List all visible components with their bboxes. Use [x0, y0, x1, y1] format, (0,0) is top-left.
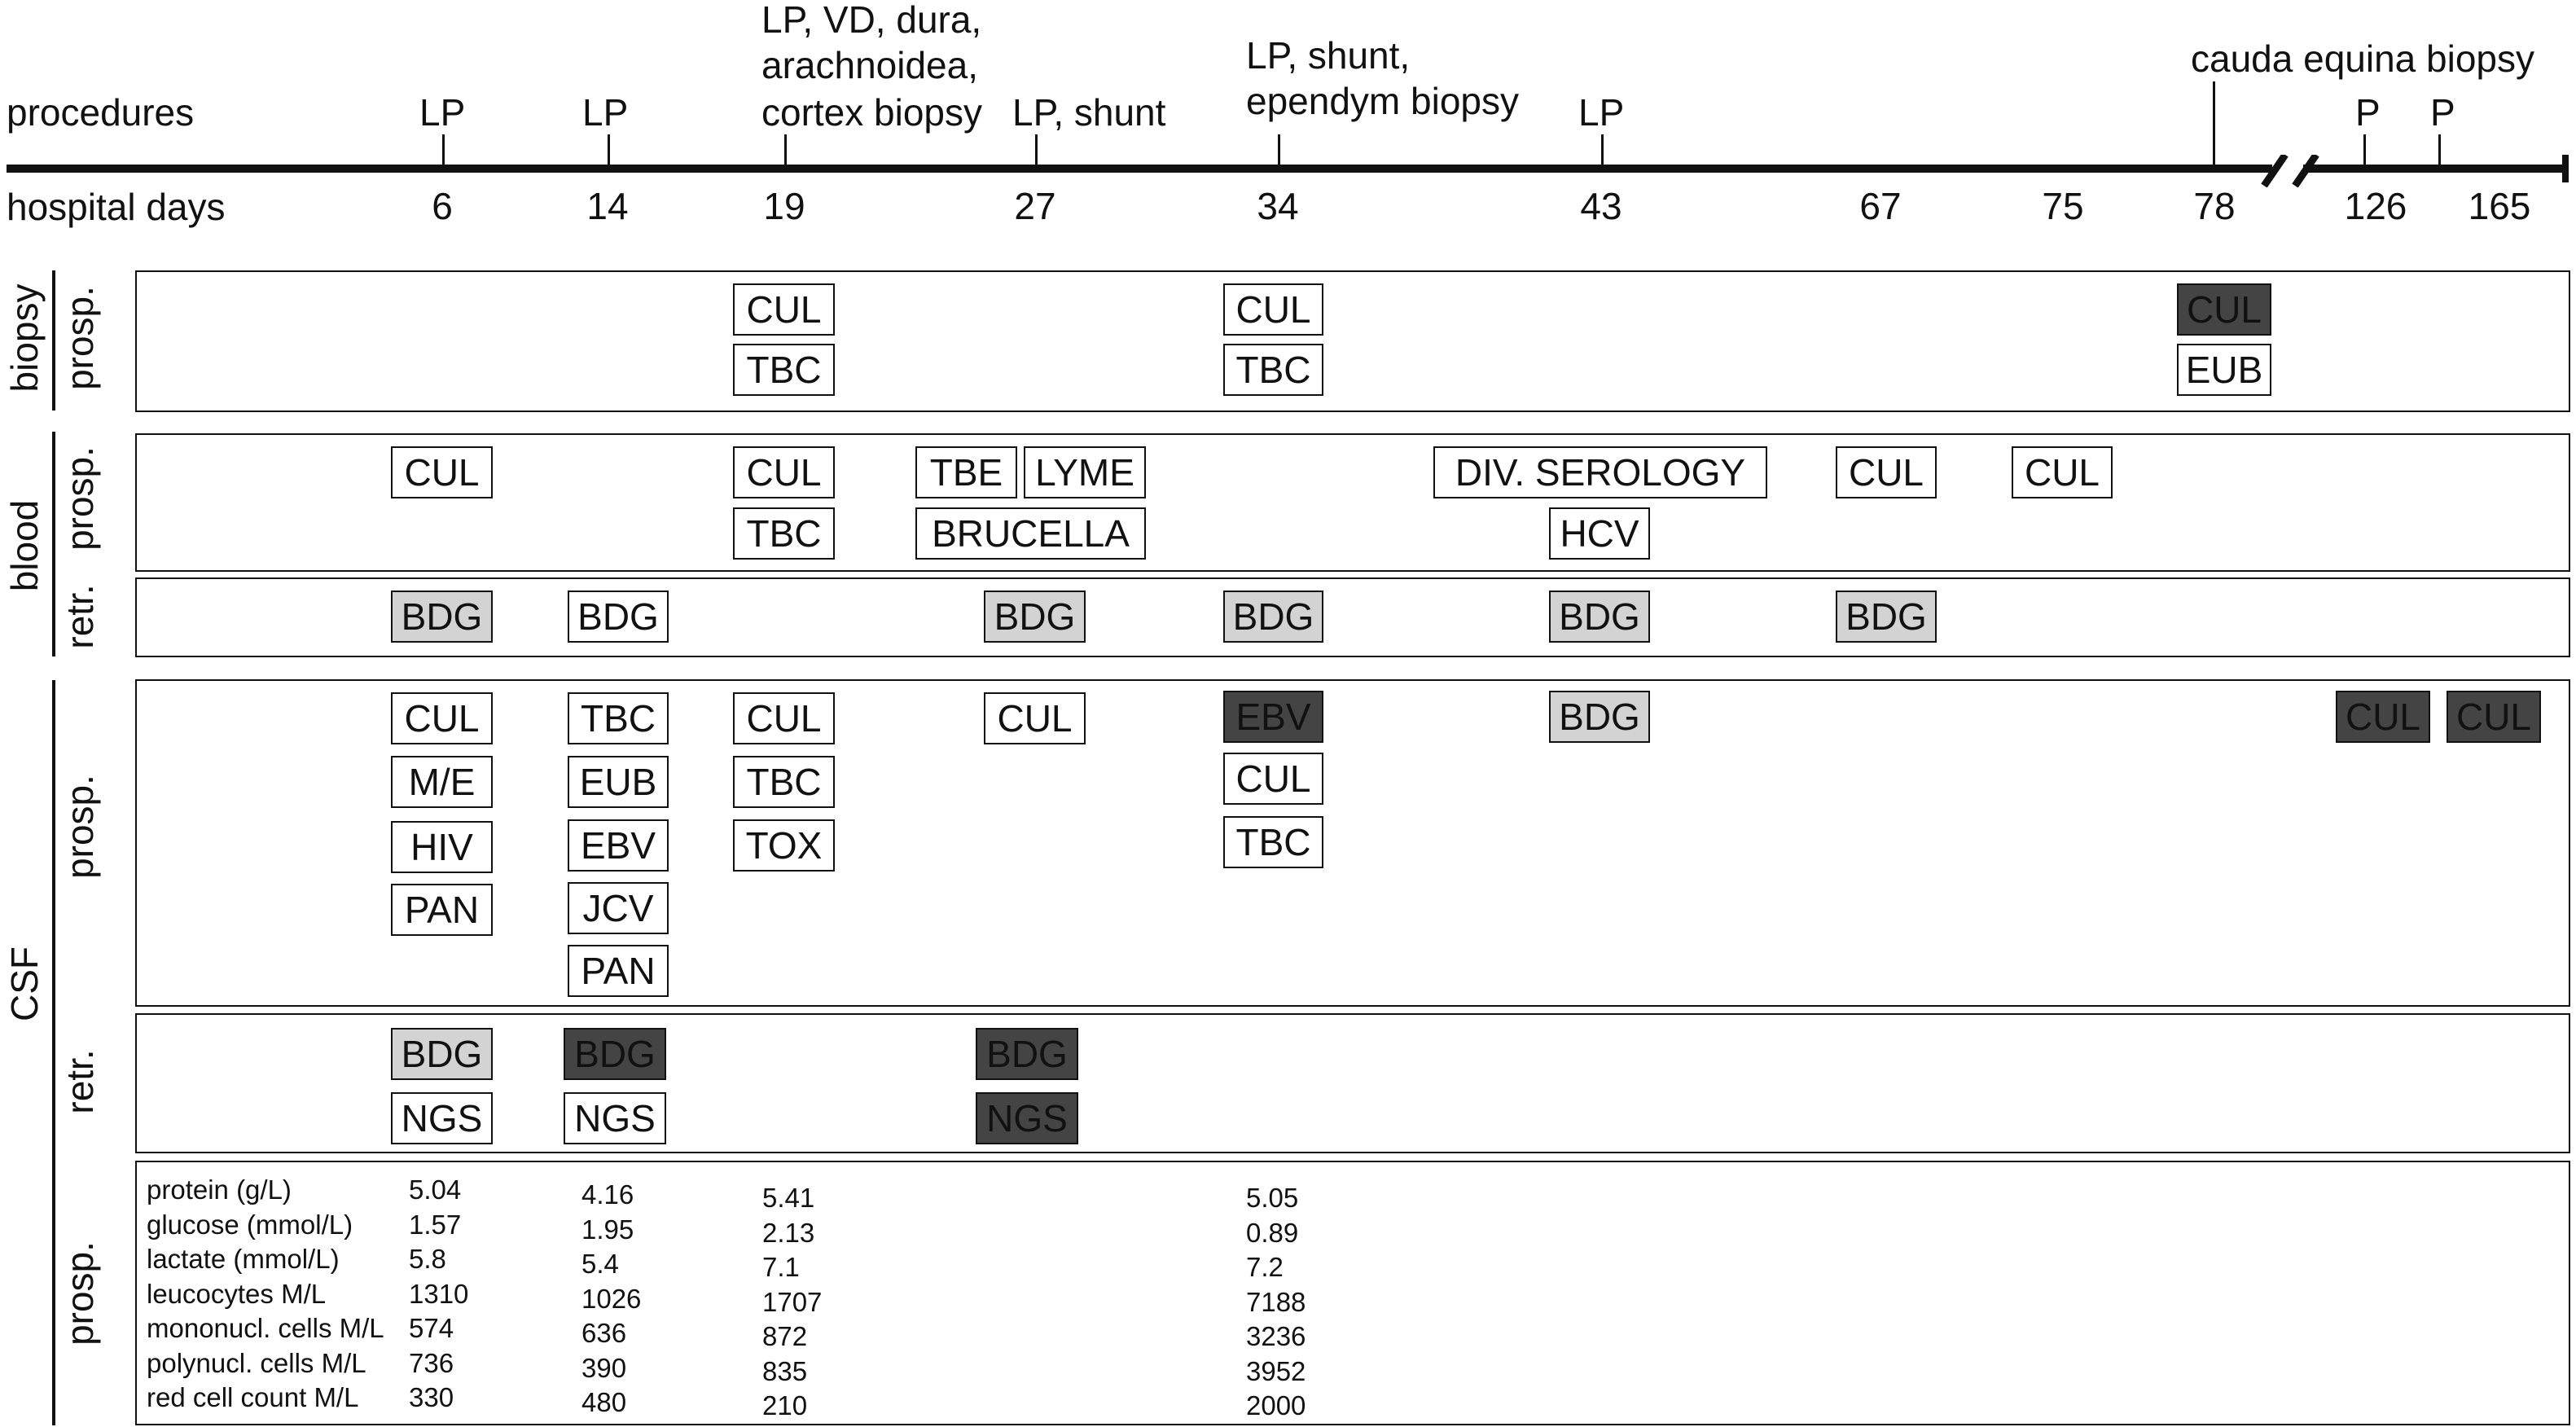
lab-values-day-6: [409, 1173, 468, 1416]
csf-retro-tag-positive: NGS: [976, 1092, 1078, 1144]
sub-label-blood-prosp: prosp.: [59, 446, 101, 551]
procedures-label: procedures: [7, 91, 195, 134]
procedure-day-165: P: [2430, 91, 2455, 134]
procedure-day-19-line1: LP, VD, dura,: [761, 0, 982, 41]
group-label-blood: blood: [3, 499, 46, 592]
blood-retro-tag-inconclusive: BDG: [984, 591, 1086, 643]
procedure-day-43: LP: [1578, 91, 1625, 134]
lab-value: 3952: [1246, 1355, 1306, 1386]
lab-label: mononucl. cells M/L: [147, 1313, 384, 1343]
blood-test-tag: TBC: [733, 507, 835, 560]
csf-test-tag: CUL: [984, 692, 1086, 744]
lab-value: 872: [762, 1321, 808, 1351]
lab-value: 7.1: [762, 1252, 800, 1282]
csf-test-tag: JCV: [568, 882, 669, 934]
procedure-day-34-line1: LP, shunt,: [1246, 34, 1411, 77]
csf-test-tag: TOX: [733, 819, 835, 872]
csf-test-tag: TBC: [733, 756, 835, 808]
timeline-axis: [0, 155, 2576, 187]
sub-label-blood-retr: retr.: [59, 584, 101, 649]
day-label: 19: [763, 185, 805, 227]
lab-value: 1707: [762, 1286, 823, 1317]
lab-label: protein (g/L): [147, 1175, 292, 1205]
lab-value: 636: [581, 1318, 627, 1348]
lab-value: 5.04: [409, 1175, 462, 1205]
panel-blood-prospective: [135, 433, 2570, 572]
lab-value: 0.89: [1246, 1217, 1299, 1248]
day-label: 6: [432, 185, 453, 227]
day-label: 75: [2042, 185, 2084, 227]
csf-retro-tag-positive: BDG: [564, 1028, 666, 1080]
blood-retro-tag-inconclusive: BDG: [1549, 591, 1650, 643]
panel-csf-retrospective: [135, 1013, 2570, 1153]
lab-value: 2000: [1246, 1390, 1306, 1420]
csf-test-tag: HIV: [391, 821, 493, 873]
sub-label-csf-retr: retr.: [59, 1049, 101, 1114]
lab-label: red cell count M/L: [147, 1382, 359, 1412]
tick-day-165: [2438, 134, 2441, 167]
panel-csf-lab-values: [135, 1161, 2570, 1425]
lab-value: 390: [581, 1352, 627, 1383]
blood-test-tag: BRUCELLA: [915, 507, 1146, 560]
day-label: 14: [586, 185, 629, 227]
sub-label-biopsy-prosp: prosp.: [59, 286, 101, 390]
blood-retro-tag: BDG: [568, 591, 669, 643]
csf-test-tag-positive: CUL: [2336, 691, 2430, 743]
blood-test-tag: DIV. SEROLOGY: [1433, 446, 1767, 498]
group-divider-csf: [52, 680, 55, 1425]
hospital-days-label: hospital days: [7, 186, 226, 228]
day-label: 165: [2468, 185, 2531, 227]
biopsy-test-tag: TBC: [1223, 344, 1323, 396]
blood-retro-tag-inconclusive: BDG: [391, 591, 493, 643]
csf-test-tag: M/E: [391, 756, 493, 808]
lab-value: 835: [762, 1355, 808, 1386]
lab-value: 1.95: [581, 1214, 634, 1245]
lab-value: 7188: [1246, 1286, 1306, 1317]
group-divider-biopsy: [52, 270, 55, 411]
csf-test-tag-inconclusive: BDG: [1549, 691, 1650, 743]
lab-label: lactate (mmol/L): [147, 1244, 340, 1274]
csf-retro-tag-positive: BDG: [976, 1028, 1078, 1080]
blood-test-tag: CUL: [2012, 446, 2113, 498]
lab-parameter-labels: [147, 1173, 384, 1416]
csf-retro-tag-inconclusive: BDG: [391, 1028, 493, 1080]
day-label: 78: [2193, 185, 2236, 227]
panel-csf-prospective: [135, 679, 2570, 1007]
tick-day-126: [2363, 134, 2366, 167]
lab-values-day-19: [762, 1181, 822, 1424]
day-label: 34: [1257, 185, 1299, 227]
group-label-biopsy: biopsy: [3, 283, 46, 393]
panel-blood-retrospective: [135, 577, 2570, 657]
procedure-day-19-line3: cortex biopsy: [761, 91, 983, 134]
day-label: 43: [1580, 185, 1622, 227]
lab-value: 1026: [581, 1283, 642, 1314]
lab-value: 7.2: [1246, 1252, 1284, 1282]
lab-value: 3236: [1246, 1321, 1306, 1351]
lab-value: 2.13: [762, 1217, 815, 1248]
tick-day-78: [2213, 81, 2215, 167]
tick-day-19: [784, 134, 787, 167]
csf-test-tag: TBC: [568, 692, 669, 744]
lab-label: glucose (mmol/L): [147, 1209, 353, 1240]
lab-label: polynucl. cells M/L: [147, 1347, 366, 1378]
tick-day-34: [1278, 134, 1280, 167]
lab-value: 1310: [409, 1278, 469, 1309]
csf-test-tag: CUL: [733, 692, 835, 744]
lab-values-day-34: [1246, 1181, 1306, 1424]
biopsy-test-tag: TBC: [733, 344, 835, 396]
csf-test-tag: TBC: [1223, 816, 1323, 868]
blood-retro-tag-inconclusive: BDG: [1223, 591, 1323, 643]
csf-test-tag: PAN: [391, 884, 493, 936]
csf-retro-tag: NGS: [564, 1092, 666, 1144]
csf-test-tag: EUB: [568, 756, 669, 808]
day-label: 126: [2344, 185, 2407, 227]
lab-value: 1.57: [409, 1209, 462, 1240]
procedure-day-19-line2: arachnoidea,: [761, 44, 978, 86]
lab-value: 5.41: [762, 1183, 815, 1213]
group-label-csf: CSF: [3, 946, 46, 1021]
tick-day-27: [1035, 134, 1038, 167]
tick-day-6: [442, 134, 445, 167]
blood-test-tag: TBE: [915, 446, 1017, 498]
lab-values-day-14: [581, 1178, 641, 1420]
csf-test-tag: CUL: [1223, 753, 1323, 805]
csf-test-tag: CUL: [391, 692, 493, 744]
csf-test-tag: PAN: [568, 945, 669, 997]
procedure-day-14: LP: [582, 91, 629, 134]
lab-value: 5.8: [409, 1244, 446, 1274]
lab-value: 574: [409, 1313, 454, 1343]
csf-retro-tag: NGS: [391, 1092, 493, 1144]
biopsy-test-tag: CUL: [1223, 283, 1323, 336]
lab-value: 5.4: [581, 1249, 619, 1279]
blood-test-tag: CUL: [1836, 446, 1937, 498]
procedure-day-78: cauda equina biopsy: [2191, 37, 2534, 80]
biopsy-test-tag-positive: CUL: [2177, 283, 2271, 336]
biopsy-test-tag: EUB: [2177, 344, 2271, 396]
group-divider-blood: [52, 432, 55, 656]
procedure-day-34-line2: ependym biopsy: [1246, 80, 1519, 122]
csf-test-tag-positive: CUL: [2447, 691, 2541, 743]
lab-label: leucocytes M/L: [147, 1278, 327, 1309]
blood-test-tag: CUL: [391, 446, 493, 498]
procedure-day-6: LP: [419, 91, 466, 134]
lab-value: 736: [409, 1347, 454, 1378]
day-label: 27: [1014, 185, 1056, 227]
lab-value: 330: [409, 1382, 454, 1412]
csf-test-tag: EBV: [568, 819, 669, 872]
lab-value: 4.16: [581, 1179, 634, 1210]
lab-value: 210: [762, 1390, 808, 1420]
lab-value: 480: [581, 1387, 627, 1417]
blood-test-tag: HCV: [1549, 507, 1650, 560]
csf-test-tag-positive: EBV: [1223, 691, 1323, 743]
blood-test-tag: LYME: [1024, 446, 1146, 498]
sub-label-csf-prosp: prosp.: [59, 775, 101, 879]
procedure-day-126: P: [2355, 91, 2381, 134]
tick-day-14: [608, 134, 610, 167]
lab-value: 5.05: [1246, 1183, 1299, 1213]
blood-retro-tag-inconclusive: BDG: [1836, 591, 1937, 643]
day-label: 67: [1859, 185, 1902, 227]
sub-label-csf-lab-prosp: prosp.: [59, 1241, 101, 1346]
biopsy-test-tag: CUL: [733, 283, 835, 336]
blood-test-tag: CUL: [733, 446, 835, 498]
procedure-day-27: LP, shunt: [1012, 91, 1166, 134]
tick-day-43: [1601, 134, 1604, 167]
